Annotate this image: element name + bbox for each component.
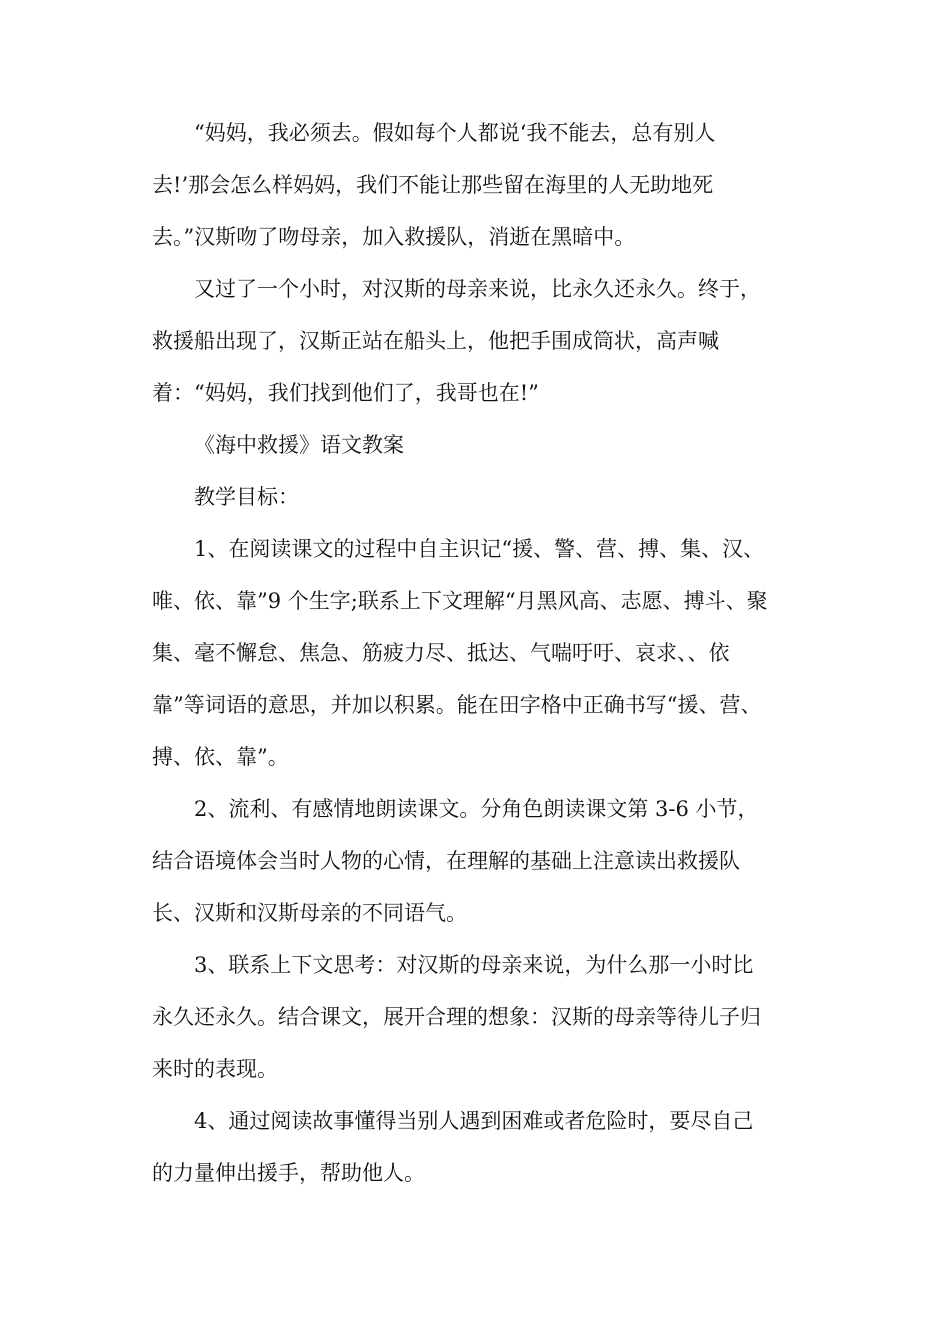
paragraph-line: 着：“妈妈，我们找到他们了，我哥也在!”: [152, 381, 539, 405]
objective-line: 唯、依、靠”9 个生字;联系上下文理解“月黑风高、志愿、搏斗、聚: [152, 589, 768, 613]
paragraph-line: 去。”汉斯吻了吻母亲，加入救援队，消逝在黑暗中。: [152, 225, 636, 249]
section-title: 《海中救援》语文教案: [194, 433, 404, 457]
section-heading: 教学目标：: [194, 485, 299, 509]
objective-line: 的力量伸出援手，帮助他人。: [152, 1161, 425, 1185]
objective-line: 集、毫不懈怠、焦急、筋疲力尽、抵达、气喘吁吁、哀求、、依: [152, 641, 730, 665]
paragraph-line: 去!’那会怎么样妈妈，我们不能让那些留在海里的人无助地死: [152, 173, 714, 197]
objective-line: 2、流利、有感情地朗读课文。分角色朗读课文第 3-6 小节，: [194, 797, 759, 821]
objective-line: 结合语境体会当时人物的心情，在理解的基础上注意读出救援队: [152, 849, 740, 873]
objective-line: 搏、依、靠”。: [152, 745, 289, 769]
objective-line: 靠”等词语的意思，并加以积累。能在田字格中正确书写“援、营、: [152, 693, 762, 717]
paragraph-line: “妈妈，我必须去。假如每个人都说‘我不能去，总有别人: [194, 121, 716, 145]
objective-line: 来时的表现。: [152, 1057, 278, 1081]
objective-line: 1、在阅读课文的过程中自主识记“援、警、营、搏、集、汉、: [194, 537, 765, 561]
paragraph-line: 救援船出现了，汉斯正站在船头上，他把手围成筒状，高声喊: [152, 329, 719, 353]
objective-line: 3、联系上下文思考：对汉斯的母亲来说，为什么那一小时比: [194, 953, 754, 977]
objective-line: 长、汉斯和汉斯母亲的不同语气。: [152, 901, 467, 925]
objective-line: 永久还永久。结合课文，展开合理的想象：汉斯的母亲等待儿子归: [152, 1005, 761, 1029]
paragraph-line: 又过了一个小时，对汉斯的母亲来说，比永久还永久。终于，: [194, 277, 761, 301]
objective-line: 4、通过阅读故事懂得当别人遇到困难或者危险时，要尽自己: [194, 1109, 754, 1133]
